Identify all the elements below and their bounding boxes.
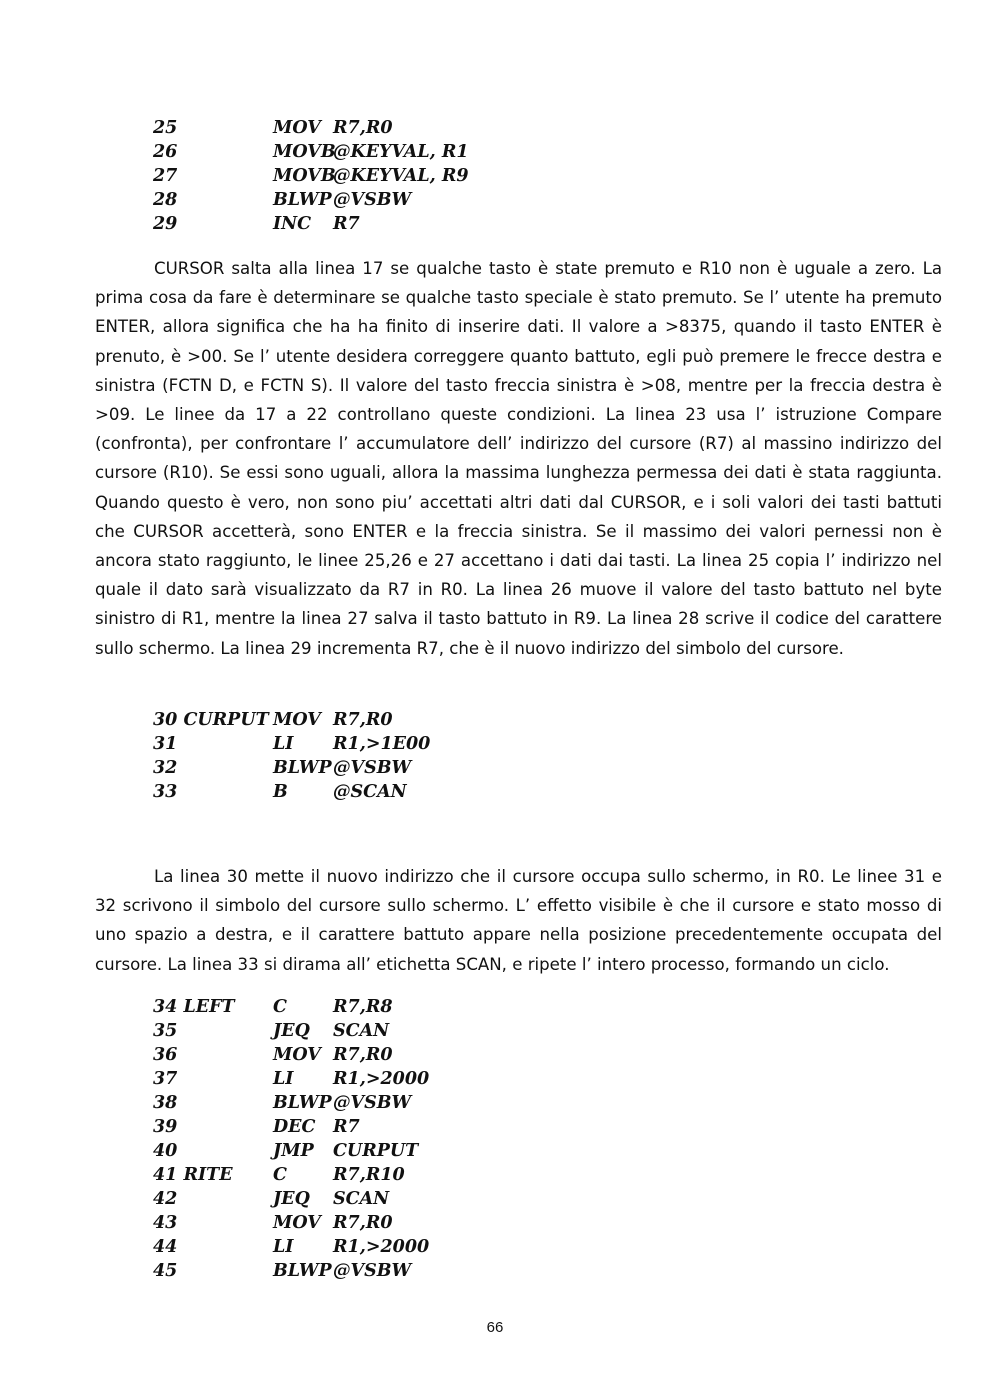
operands: CURPUT xyxy=(333,1141,419,1161)
code-line xyxy=(153,140,469,164)
line-number: 28 xyxy=(153,190,178,210)
code-line xyxy=(153,1115,429,1139)
code-line xyxy=(153,708,430,732)
operands: R7,R0 xyxy=(333,710,393,730)
line-number: 42 xyxy=(153,1189,178,1209)
code-listing-2 xyxy=(153,708,430,804)
code-line xyxy=(153,732,430,756)
code-listing-1 xyxy=(153,116,469,236)
operands: R1,>2000 xyxy=(333,1069,430,1089)
line-number: 36 xyxy=(153,1045,178,1065)
opcode: BLWP xyxy=(273,758,332,778)
operands: @KEYVAL, R1 xyxy=(333,142,469,162)
operands: R7,R0 xyxy=(333,1213,393,1233)
opcode: JMP xyxy=(273,1141,314,1161)
line-number: 25 xyxy=(153,118,178,138)
line-number: 33 xyxy=(153,782,178,802)
operands: R7,R0 xyxy=(333,118,393,138)
line-number: 45 xyxy=(153,1261,178,1281)
line-number: 39 xyxy=(153,1117,178,1137)
code-line xyxy=(153,164,469,188)
line-number: 34 LEFT xyxy=(153,997,235,1017)
code-line xyxy=(153,995,429,1019)
line-number: 29 xyxy=(153,214,178,234)
code-line xyxy=(153,1067,429,1091)
operands: @VSBW xyxy=(333,1093,412,1113)
opcode: JEQ xyxy=(273,1021,310,1041)
operands: R7 xyxy=(333,214,360,234)
line-number: 27 xyxy=(153,166,178,186)
operands: R7,R10 xyxy=(333,1165,405,1185)
line-number: 26 xyxy=(153,142,178,162)
opcode: JEQ xyxy=(273,1189,310,1209)
code-line xyxy=(153,1091,429,1115)
line-number: 43 xyxy=(153,1213,178,1233)
operands: @KEYVAL, R9 xyxy=(333,166,469,186)
line-number: 44 xyxy=(153,1237,178,1257)
code-listing-3 xyxy=(153,995,429,1283)
code-line xyxy=(153,212,469,236)
line-number: 41 RITE xyxy=(153,1165,233,1185)
opcode: INC xyxy=(273,214,312,234)
opcode: LI xyxy=(273,1237,294,1257)
operands: @VSBW xyxy=(333,190,412,210)
opcode: MOVB xyxy=(273,142,336,162)
line-number: 35 xyxy=(153,1021,178,1041)
line-number: 40 xyxy=(153,1141,178,1161)
operands: SCAN xyxy=(333,1189,390,1209)
code-line xyxy=(153,1187,429,1211)
line-number: 37 xyxy=(153,1069,178,1089)
opcode: MOVB xyxy=(273,166,336,186)
line-number: 32 xyxy=(153,758,178,778)
body-paragraph-1: CURSOR salta alla linea 17 se qualche tasto è state premuto e R10 non è uguale a zero. La prima cosa da fare è determinare se qualche tasto speciale è stato premuto. Se l’ utente ha premuto ENTER, allora significa che ha ha finito di inserire dati. Il valore a >8375, quando il tasto ENTER è prenuto, è >00. Se l’ utente desidera correggere quanto battuto, egli può premere le frecce destra e sinistra (FCTN D, e FCTN S). Il valore del tasto freccia sinistra è >08, mentre per la freccia destra è >09. Le linee da 17 a 22 controllano queste condizioni. La linea 23 usa l’ istruzione Compare (confronta), per confrontare l’ accumulatore dell’ indirizzo del cursore (R7) al massino indirizzo del cursore (R10). Se essi sono uguali, allora la massima lunghezza permessa dei dati è stata raggiunta. Quando questo è vero, non sono piu’ accettati altri dati dal CURSOR, e i soli valori dei tasti battuti che CURSOR accetterà, sono ENTER e la freccia sinistra. Se il massimo dei valori pernessi non è ancora stato raggiunto, le linee 25,26 e 27 accettano i dati dai tasti. La linea 25 copia l’ indirizzo nel quale il dato sarà visualizzato da R7 in R0. La linea 26 muove il valore del tasto battuto nel byte sinistro di R1, mentre la linea 27 salva il tasto battuto in R9. La linea 28 scrive il codice del carattere sullo schermo. La linea 29 incrementa R7, che è il nuovo indirizzo del simbolo del cursore. xyxy=(95,259,942,658)
code-line xyxy=(153,188,469,212)
opcode: BLWP xyxy=(273,190,332,210)
opcode: MOV xyxy=(273,1045,321,1065)
opcode: LI xyxy=(273,734,294,754)
opcode: BLWP xyxy=(273,1261,332,1281)
code-line xyxy=(153,116,469,140)
line-number: 38 xyxy=(153,1093,178,1113)
code-line xyxy=(153,780,430,804)
opcode: DEC xyxy=(273,1117,316,1137)
line-number: 31 xyxy=(153,734,178,754)
body-paragraph-2: La linea 30 mette il nuovo indirizzo che il cursore occupa sullo schermo, in R0. Le linee 31 e 32 scrivono il simbolo del cursore sullo schermo. L’ effetto visibile è che il cursore e stato mosso di uno spazio a destra, e il carattere battuto appare nella posizione precedentemente occupata del cursore. La linea 33 si dirama all’ etichetta SCAN, e ripete l’ intero processo, formando un ciclo. xyxy=(95,867,942,974)
opcode: C xyxy=(273,997,287,1017)
opcode: MOV xyxy=(273,118,321,138)
code-line xyxy=(153,1211,429,1235)
code-line xyxy=(153,1235,429,1259)
code-line xyxy=(153,1163,429,1187)
opcode: MOV xyxy=(273,1213,321,1233)
opcode: B xyxy=(273,782,288,802)
operands: @SCAN xyxy=(333,782,407,802)
operands: R1,>1E00 xyxy=(333,734,431,754)
code-line xyxy=(153,1019,429,1043)
operands: R1,>2000 xyxy=(333,1237,430,1257)
line-number: 30 CURPUT xyxy=(153,710,269,730)
operands: @VSBW xyxy=(333,1261,412,1281)
opcode: LI xyxy=(273,1069,294,1089)
opcode: BLWP xyxy=(273,1093,332,1113)
operands: @VSBW xyxy=(333,758,412,778)
operands: R7 xyxy=(333,1117,360,1137)
operands: R7,R8 xyxy=(333,997,393,1017)
code-line xyxy=(153,1043,429,1067)
opcode: MOV xyxy=(273,710,321,730)
code-line xyxy=(153,1259,429,1283)
code-line xyxy=(153,1139,429,1163)
operands: R7,R0 xyxy=(333,1045,393,1065)
opcode: C xyxy=(273,1165,287,1185)
page-number: 66 xyxy=(486,1319,504,1336)
operands: SCAN xyxy=(333,1021,390,1041)
code-line xyxy=(153,756,430,780)
